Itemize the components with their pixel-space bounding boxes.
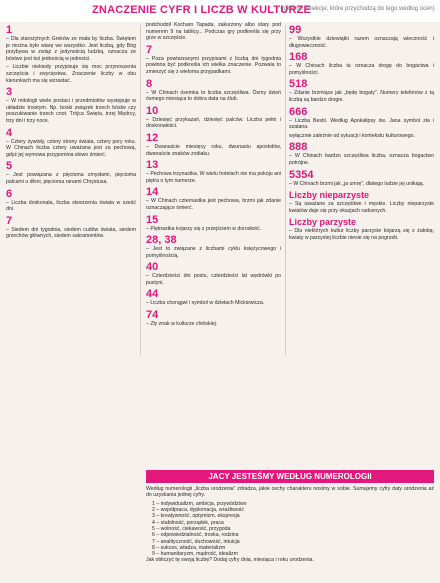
paragraph: – W mitologii wiele postaci i przedmiotów występuje w układzie troistym. Np. boski związek trzech bóstw czy poszukiwanie trzech cnot. Trójca Święta, trzej Mędrcy, trzy dni i trzy noce. bbox=[6, 98, 136, 124]
paragraph: – W Chinach ósemka to liczba szczęśliwa. Ósmy dzień ósmego miesiąca to dobra data na ślub. bbox=[146, 89, 281, 103]
article-column-3 bbox=[289, 22, 434, 462]
paragraph: – W Chinach brzmi jak „ja umrę”, dlatego ludzie jej unikają. bbox=[289, 180, 424, 187]
paragraph: – Liczba chorągwi i symbol w dziełach Mickiewicza. bbox=[146, 300, 265, 307]
numerology-box bbox=[146, 470, 434, 578]
paragraph: – Wszystkie dziewiątki razem oznaczają wieczność i długowieczność. bbox=[289, 36, 434, 49]
section-heading: Liczby parzyste bbox=[289, 217, 357, 228]
number-heading: 44 bbox=[146, 288, 159, 301]
paragraph: – Liczba doskonała, liczba stworzenia świata w sześć dni. bbox=[6, 199, 136, 213]
page-subtitle: (główne obiekcje, które przychodzą do tego według ocen) bbox=[282, 6, 435, 12]
paragraph: – Czterdzieści dni postu, czterdzieści lat wędrówki po pustyni. bbox=[146, 273, 281, 286]
list-item: 7 – analityczność, duchowość, intuicja bbox=[152, 538, 240, 545]
number-heading: 6 bbox=[6, 187, 13, 200]
list-item: 8 – sukces, władza, materializm bbox=[152, 544, 226, 551]
paragraph: – Zdanie brzmiące jak „będę bogaty”. Numery telefonów z tą liczbą są bardzo drogie. bbox=[289, 90, 434, 103]
paragraph: – W Chinach liczba ta oznacza drogę do bogactwa i pomyślności. bbox=[289, 63, 434, 76]
list-item: 9 – humanitaryzm, mądrość, idealizm bbox=[152, 551, 238, 558]
paragraph: – Jest to związane z liczbami cyklu księżycowego i pomyślnością. bbox=[146, 246, 281, 259]
number-heading: 15 bbox=[146, 213, 159, 226]
paragraph: – Zły znak w kulturze chińskiej. bbox=[146, 321, 218, 328]
paragraph: wyłącznie zależnie od sytuacji i kontekstu kulturowego. bbox=[289, 132, 416, 139]
number-heading: 14 bbox=[146, 186, 159, 199]
number-heading: 12 bbox=[146, 131, 159, 144]
numerology-intro: Według numerologii „liczba urodzenia” zdradza, jakie cechy charakteru nosimy w sobie. Sumujemy cyfry daty urodzenia aż do uzyskania jednej cyfry. bbox=[146, 486, 434, 499]
number-heading: 28, 38 bbox=[146, 234, 177, 247]
section-heading: Liczby nieparzyste bbox=[289, 190, 370, 201]
paragraph: – Są uważane za szczęśliwe i męskie. Liczby nieparzyste kwiatów daje się przy okazjach radosnych. bbox=[289, 201, 434, 214]
numerology-title: JACY JESTEŚMY WEDŁUG NUMEROLOGII bbox=[146, 470, 434, 483]
column-divider bbox=[285, 25, 286, 355]
number-heading: 518 bbox=[289, 78, 308, 91]
paragraph: – W Chinach bardzo szczęśliwa liczba, oznacza bogactwo potrójne. bbox=[289, 153, 434, 166]
number-heading: 7 bbox=[6, 214, 13, 227]
paragraph: – Piętnastka kojarzy się z przejściem w dorosłość. bbox=[146, 225, 262, 232]
article-column-1 bbox=[6, 22, 136, 582]
paragraph: – Jest powiązana z pięcioma zmysłami, pięcioma palcami u dłoni, pięcioma ranami Chrystusa. bbox=[6, 172, 136, 185]
list-item: 1 – indywidualizm, ambicja, przywództwo bbox=[152, 500, 247, 507]
number-heading: 8 bbox=[146, 77, 153, 90]
list-item: 6 – odpowiedzialność, troska, rodzina bbox=[152, 532, 239, 539]
paragraph: – Dziesięć przykazań, dziesięć palców. Liczba pełni i doskonałości. bbox=[146, 116, 281, 130]
number-heading: 40 bbox=[146, 261, 159, 274]
number-heading: 3 bbox=[6, 86, 13, 99]
number-heading: 1 bbox=[6, 24, 13, 36]
numerology-outro: Jak obliczyć tę swoją liczbę? Dodaj cyfry dnia, miesiąca i roku urodzenia. bbox=[146, 557, 314, 564]
article-column-2 bbox=[146, 22, 281, 362]
column-divider bbox=[140, 25, 141, 355]
number-heading: 5 bbox=[6, 160, 13, 173]
paragraph: – Siedem dni tygodnia, siedem cudów świata, siedem grzechów głównych, siedem sakramentów. bbox=[6, 226, 136, 240]
number-heading: 4 bbox=[6, 126, 13, 139]
paragraph: – Poza powtarzanymi przypisami z liczbą dni tygodnia powinna być podkreśla ich wielka znaczenie. Pozwala to zmierzyć się z wieloma przypadkami. bbox=[146, 55, 281, 75]
paragraph: – Liczbie niekiedy przypisuje się moc przynoszenia szczęścia i zwycięstwa. Znaczenie liczby w obu kierunkach ma się wzrastać. bbox=[6, 64, 136, 84]
number-heading: 13 bbox=[146, 159, 159, 172]
number-heading: 5354 bbox=[289, 168, 314, 181]
number-heading: 666 bbox=[289, 105, 308, 118]
number-heading: 99 bbox=[289, 24, 302, 36]
paragraph: – Cztery żywioły, cztery strony świata, cztery pory roku. W Chinach liczba cztery uważana jest za pechową, gdyż jej wymowa przypomina słowo śmierć. bbox=[6, 138, 136, 158]
list-item: 2 – współpraca, dyplomacja, wrażliwość bbox=[152, 507, 244, 514]
number-heading: 10 bbox=[146, 104, 159, 117]
paragraph: – Pechowa trzynastka. W wielu hotelach nie ma pokoju ani piętra o tym numerze. bbox=[146, 171, 281, 184]
paragraph: – Liczba Bestii. Według Apokalipsy św. Jana symbol zła i szatana. bbox=[289, 117, 434, 131]
paragraph: – Dwanaście miesięcy roku, dwunastu apostołów, dwanaście znaków zodiaku. bbox=[146, 143, 281, 157]
paragraph: podchodził Kocharo Tapada, zakurzony albo stary pod numerem 9 na tablicy... Podczas gry podkreśla się przy grze w szczęście. bbox=[146, 22, 281, 42]
list-item: 5 – wolność, ciekawość, przygoda bbox=[152, 526, 231, 532]
number-heading: 168 bbox=[289, 51, 308, 64]
page-header bbox=[0, 0, 440, 22]
list-item: 3 – kreatywność, optymizm, ekspresja bbox=[152, 513, 240, 520]
paragraph: – Dla starożytnych Greków ze mała by liczba. Świętem je można było wiarę we wszystko. Jest liczbą, gdy Bóg przybywa w zwiąż z jedynością ludzką, oznacza ze bóstwo jest też jednością w jedności. bbox=[6, 36, 136, 62]
paragraph: – W Chinach czternastka jest pechowa, brzmi jak zdanie oznaczające śmierć. bbox=[146, 198, 281, 211]
numerology-list bbox=[146, 501, 434, 558]
number-heading: 888 bbox=[289, 141, 308, 154]
page-title: ZNACZENIE CYFR I LICZB W KULTURZE bbox=[92, 4, 312, 16]
list-item: 4 – stabilność, porządek, praca bbox=[152, 519, 224, 526]
paragraph: – Dla niektórych kultur liczby parzyste kojarzą się z żałobą; kwiaty w parzystej liczbie niesie się na pogrzeb. bbox=[289, 228, 434, 241]
number-heading: 74 bbox=[146, 309, 159, 322]
number-heading: 7 bbox=[146, 43, 153, 56]
